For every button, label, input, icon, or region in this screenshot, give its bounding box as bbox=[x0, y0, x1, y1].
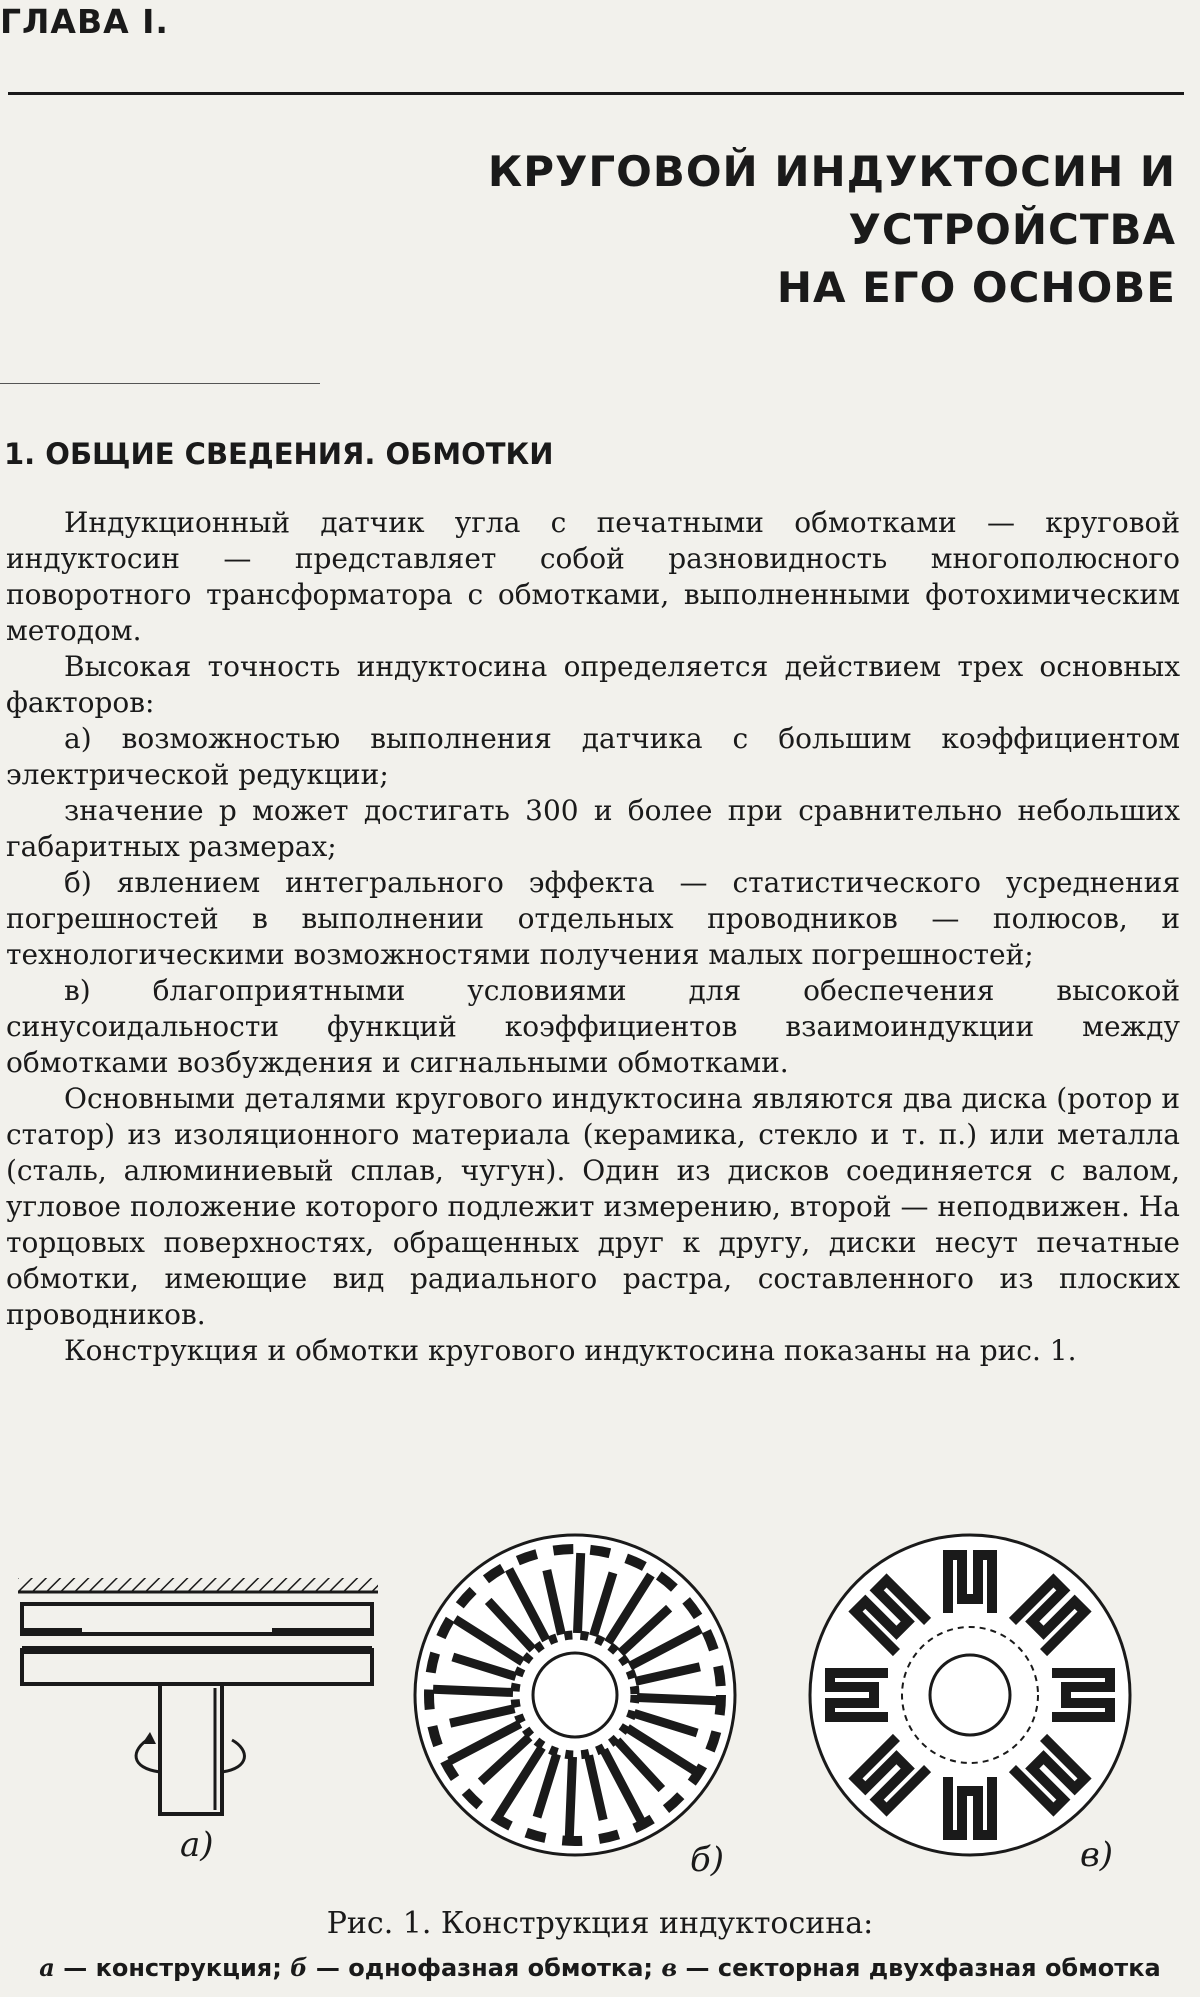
figure-legend bbox=[0, 1953, 1200, 1982]
paragraph: в) благоприятными условиями для обеспечения высокой синусоидальности функций коэффициентов взаимоиндукции между обмотками возбуждения и сигнальными обмотками. bbox=[6, 974, 1180, 1079]
legend-key-b: б bbox=[290, 1953, 308, 1982]
figure bbox=[0, 1500, 1200, 1920]
single-phase-winding-disc bbox=[410, 1530, 740, 1860]
header-rule bbox=[8, 92, 1184, 95]
section-heading: 1. ОБЩИЕ СВЕДЕНИЯ. ОБМОТКИ bbox=[4, 437, 554, 471]
paragraph: значение p может достигать 300 и более при сравнительно небольших габаритных размерах; bbox=[6, 794, 1180, 863]
body-text bbox=[6, 505, 1180, 1369]
page-title bbox=[176, 143, 1176, 317]
chapter-heading: ГЛАВА I. bbox=[0, 2, 169, 41]
paragraph: Основными деталями кругового индуктосина являются два диска (ротор и статор) из изоляционного материала (керамика, стекло и т. п.) или металла (сталь, алюминиевый сплав, чугун). Один из дисков соединяется с валом, угловое положение которого подлежит измерению, второй — неподвижен. На торцовых поверхностях, обращенных друг к другу, диски несут печатные обмотки, имеющие вид радиального растра, составленного из плоских проводников. bbox=[6, 1082, 1180, 1331]
figure-label-c: в) bbox=[1080, 1835, 1114, 1875]
legend-text-c: — секторная двухфазная обмотка bbox=[677, 1954, 1161, 1982]
legend-text-a: — конструкция; bbox=[54, 1954, 291, 1982]
legend-key-a: а bbox=[39, 1953, 55, 1982]
title-line-2: НА ЕГО ОСНОВЕ bbox=[776, 263, 1176, 312]
paragraph: Высокая точность индуктосина определяется действием трех основных факторов: bbox=[6, 650, 1180, 719]
section-rule bbox=[0, 383, 320, 384]
figure-caption: Рис. 1. Конструкция индуктосина: bbox=[326, 1906, 874, 1941]
figure-label-b: б) bbox=[690, 1840, 725, 1880]
title-line-1: КРУГОВОЙ ИНДУКТОСИН И УСТРОЙСТВА bbox=[487, 147, 1176, 254]
paragraph: б) явлением интегрального эффекта — статистического усреднения погрешностей в выполнении отдельных проводников — полюсов, и технологическими возможностями получения малых погрешностей; bbox=[6, 866, 1180, 971]
paragraph: Конструкция и обмотки кругового индуктосина показаны на рис. 1. bbox=[64, 1334, 1077, 1367]
legend-text-b: — однофазная обмотка; bbox=[307, 1954, 662, 1982]
legend-key-c: в bbox=[661, 1953, 678, 1982]
figure-label-a: а) bbox=[180, 1825, 214, 1865]
paragraph: Индукционный датчик угла с печатными обмотками — круговой индуктосин — представляет собой разновидность многополюсного поворотного трансформатора с обмотками, выполненными фотохимическим методом. bbox=[6, 506, 1180, 647]
paragraph: а) возможностью выполнения датчика с большим коэффициентом электрической редукции; bbox=[6, 722, 1180, 791]
sector-two-phase-winding-disc bbox=[805, 1530, 1135, 1860]
